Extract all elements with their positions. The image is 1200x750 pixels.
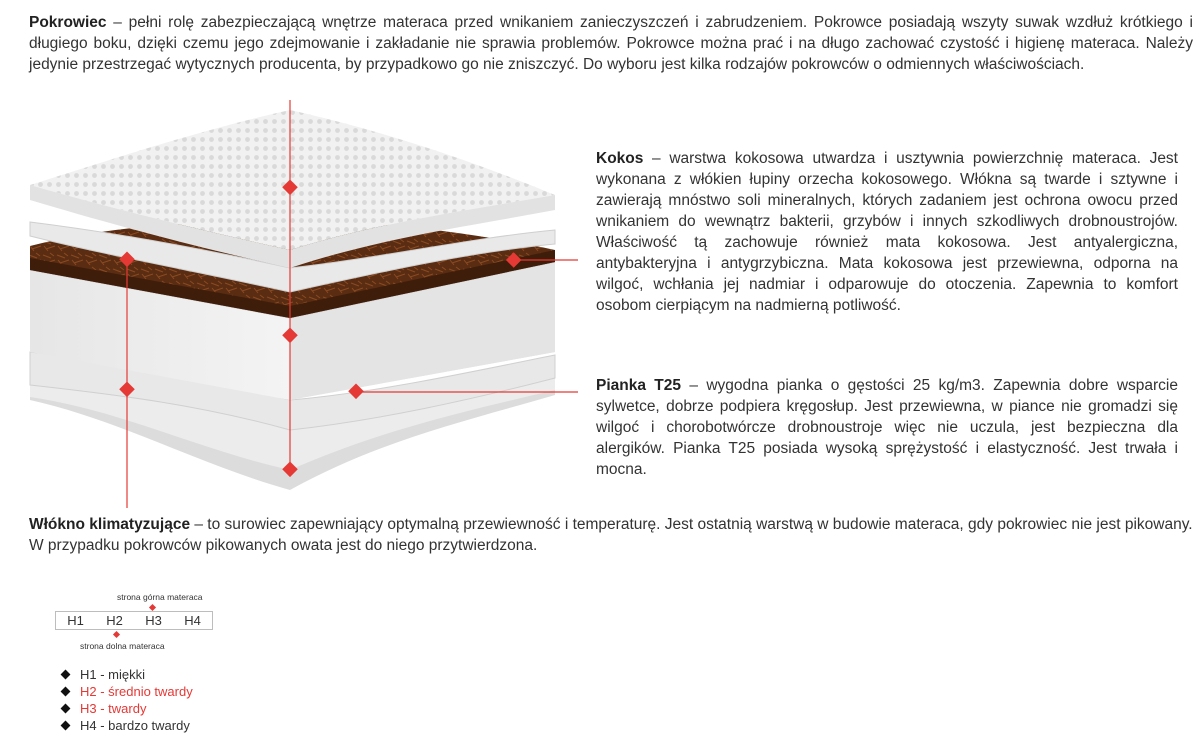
hardness-scale [55, 611, 213, 630]
diamond-bullet-icon [61, 687, 71, 697]
legend-label-h4: H4 - bardzo twardy [80, 718, 190, 733]
wlokno-description [29, 514, 1193, 556]
kokos-text: – warstwa kokosowa utwardza i usztywnia powierzchnię materaca. Jest wykonana z włókien łupiny orzecha kokosowego. Włókna są twarde i sztywne i zawierają mnóstwo soli mineralnych, których zadaniem jest ochrona owocu przed wnikaniem do wewnątrz bakterii, grzybów i innych szkodliwych drobnoustrojów. Właściwość tą zachowuje również mata kokosowa. Jest antyalergiczna, antybakteryjna i antygrzybiczna. Mata kokosowa jest przewiewna, odporna na wilgoć, wchłania jej nadmiar i odparowuje do otoczenia. Zapewnia to komfort osobom cierpiącym na nadmierną potliwość. [596, 150, 1178, 314]
hardness-level-h2: H2 [106, 613, 123, 628]
legend-item-h2 [62, 683, 193, 700]
hardness-level-h1: H1 [67, 613, 84, 628]
pokrowiec-text: – pełni rolę zabezpieczającą wnętrze materaca przed wnikaniem zanieczyszczeń i zabrudzeniem. Pokrowce posiadają wszyty suwak wzdłuż krótkiego i długiego boku, dzięki czemu jego zdejmowanie i zakładanie nie sprawia problemów. Pokrowce można prać i na długo zachować czystość i higienę materaca. Należy jedynie przestrzegać wytycznych producenta, by przypadkowo go nie zniszczyć. Do wyboru jest kilka rodzajów pokrowców o odmiennych właściwościach. [29, 14, 1193, 73]
top-side-marker [149, 604, 156, 611]
hardness-level-h4: H4 [184, 613, 201, 628]
pianka-term: Pianka T25 [596, 377, 682, 394]
pokrowiec-term: Pokrowiec [29, 14, 107, 31]
bottom-side-caption: strona dolna materaca [80, 641, 165, 651]
legend-label-h3: H3 - twardy [80, 701, 147, 716]
legend-item-h3 [62, 700, 193, 717]
kokos-description [596, 148, 1178, 316]
diamond-bullet-icon [61, 704, 71, 714]
wlokno-text: – to surowiec zapewniający optymalną przewiewność i temperaturę. Jest ostatnią warstwą w budowie materaca, gdy pokrowiec nie jest pikowany. W przypadku pokrowców pikowanych owata jest do niego przytwierdzona. [29, 516, 1193, 554]
pokrowiec-description [29, 12, 1193, 75]
hardness-level-h3: H3 [145, 613, 162, 628]
legend-item-h1 [62, 666, 193, 683]
mattress-layers-diagram [0, 80, 600, 510]
hardness-legend [62, 666, 193, 734]
bottom-side-marker [113, 631, 120, 638]
legend-item-h4 [62, 717, 193, 734]
diamond-bullet-icon [61, 721, 71, 731]
pianka-description [596, 375, 1178, 480]
legend-label-h2: H2 - średnio twardy [80, 684, 193, 699]
diamond-bullet-icon [61, 670, 71, 680]
kokos-term: Kokos [596, 150, 644, 167]
top-side-caption: strona górna materaca [117, 592, 203, 602]
pianka-text: – wygodna pianka o gęstości 25 kg/m3. Zapewnia dobre wsparcie sylwetce, dobrze podpiera kręgosłup. Jest przewiewna, w piance nie gromadzi się wilgoć i chorobotwórcze drobnoustroje więc nie uczula, jest bezpieczna dla alergików. Pianka T25 posiada wysoką sprężystość i elastyczność. Jest trwała i mocna. [596, 377, 1178, 478]
wlokno-term: Włókno klimatyzujące [29, 516, 191, 533]
legend-label-h1: H1 - miękki [80, 667, 146, 682]
